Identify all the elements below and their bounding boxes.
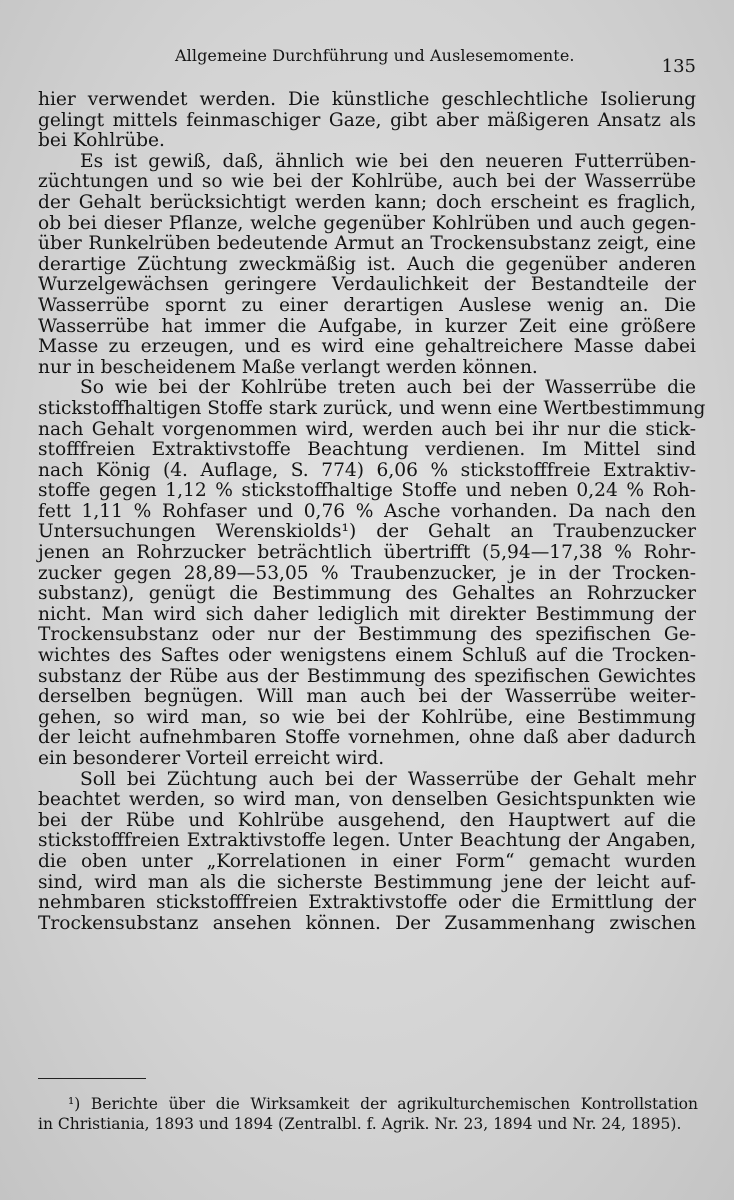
- text-line: Masse zu erzeugen, und es wird eine gehaltreichere Masse dabei: [38, 336, 696, 358]
- text-line: So wie bei der Kohlrübe treten auch bei der Wasserrübe die: [80, 377, 696, 399]
- text-line: ob bei dieser Pflanze, welche gegenüber Kohlrüben und auch gegen-: [38, 212, 696, 234]
- text-line: wichtes des Saftes oder wenigstens einem Schluß auf die Trocken-: [38, 645, 696, 667]
- text-line: substanz der Rübe aus der Bestimmung des spezifischen Gewichtes: [38, 665, 696, 687]
- text-line: Es ist gewiß, daß, ähnlich wie bei den neueren Futterrüben-: [80, 150, 696, 172]
- page-number: 135: [661, 56, 696, 77]
- text-line: derartige Züchtung zweckmäßig ist. Auch die gegenüber anderen: [38, 253, 696, 275]
- text-line: fett 1,11 % Rohfaser und 0,76 % Asche vorhanden. Da nach den: [38, 500, 696, 522]
- text-line: nur in bescheidenem Maße verlangt werden können.: [38, 356, 538, 378]
- text-line: bei der Rübe und Kohlrübe ausgehend, den Hauptwert auf die: [38, 809, 696, 831]
- text-line: nicht. Man wird sich daher lediglich mit direkter Bestimmung der: [38, 603, 696, 625]
- text-line: Untersuchungen Werenskiolds¹) der Gehalt an Traubenzucker: [38, 521, 696, 543]
- text-line: hier verwendet werden. Die künstliche geschlechtliche Isolierung: [38, 89, 696, 110]
- text-line: nach König (4. Auflage, S. 774) 6,06 % stickstofffreie Extraktiv-: [38, 459, 696, 481]
- text-line: der leicht aufnehmbaren Stoffe vornehmen, ohne daß aber dadurch: [38, 727, 696, 749]
- footnote-divider: [38, 1078, 146, 1079]
- text-line: stoffe gegen 1,12 % stickstoffhaltige Stoffe und neben 0,24 % Roh-: [38, 480, 696, 502]
- footnote: [38, 1094, 698, 1134]
- footnote-line: ¹) Berichte über die Wirksamkeit der agrikulturchemischen Kontrollstation: [68, 1095, 698, 1113]
- text-line: substanz), genügt die Bestimmung des Gehaltes an Rohrzucker: [38, 583, 696, 605]
- text-line: Wasserrübe spornt zu einer derartigen Auslese wenig an. Die: [38, 294, 696, 316]
- text-line: Trockensubstanz oder nur der Bestimmung des spezifischen Ge-: [38, 624, 696, 646]
- text-line: gelingt mittels feinmaschiger Gaze, gibt aber mäßigeren Ansatz als: [38, 109, 696, 131]
- text-line: der Gehalt berücksichtigt werden kann; doch erscheint es fraglich,: [38, 191, 696, 213]
- text-line: die oben unter „Korrelationen in einer Form“ gemacht wurden: [38, 850, 696, 872]
- paragraph: [38, 770, 696, 935]
- paragraph: [38, 377, 706, 769]
- text-line: zucker gegen 28,89—53,05 % Traubenzucker, je in der Trocken-: [38, 562, 696, 584]
- text-line: derselben begnügen. Will man auch bei der Wasserrübe weiter-: [38, 686, 696, 708]
- text-line: nehmbaren stickstofffreien Extraktivstoffe oder die Ermittlung der: [38, 892, 696, 914]
- text-line: stickstoffhaltigen Stoffe stark zurück, und wenn eine Wertbestimmung: [38, 397, 706, 419]
- text-line: beachtet werden, so wird man, von denselben Gesichtspunkten wie: [38, 789, 696, 811]
- text-line: züchtungen und so wie bei der Kohlrübe, auch bei der Wasserrübe: [38, 171, 696, 193]
- text-line: jenen an Rohrzucker beträchtlich übertrifft (5,94—17,38 % Rohr-: [38, 542, 696, 564]
- text-line: bei Kohlrübe.: [38, 130, 165, 152]
- text-line: stickstofffreien Extraktivstoffe legen. Unter Beachtung der Angaben,: [38, 830, 696, 852]
- body-text: [38, 89, 706, 934]
- text-line: Wurzelgewächsen geringere Verdaulichkeit der Bestandteile der: [38, 274, 696, 296]
- text-line: ein besonderer Vorteil erreicht wird.: [38, 748, 385, 769]
- text-line: stofffreien Extraktivstoffe Beachtung verdienen. Im Mittel sind: [38, 439, 696, 461]
- text-line: Wasserrübe hat immer die Aufgabe, in kurzer Zeit eine größere: [38, 315, 696, 337]
- footnote-line: in Christiania, 1893 und 1894 (Zentralbl. f. Agrik. Nr. 23, 1894 und Nr. 24, 1895).: [38, 1115, 682, 1133]
- text-line: sind, wird man als die sicherste Bestimmung jene der leicht auf-: [38, 871, 696, 893]
- text-line: gehen, so wird man, so wie bei der Kohlrübe, eine Bestimmung: [38, 706, 696, 728]
- paragraph: [38, 90, 696, 152]
- running-head: Allgemeine Durchführung und Auslesemomente.: [175, 46, 575, 65]
- paragraph: [38, 152, 696, 379]
- text-line: nach Gehalt vorgenommen wird, werden auch bei ihr nur die stick-: [38, 418, 696, 440]
- text-line: Trockensubstanz ansehen können. Der Zusammenhang zwischen: [38, 912, 696, 934]
- text-line: Soll bei Züchtung auch bei der Wasserrübe der Gehalt mehr: [80, 768, 696, 790]
- page-header: [0, 44, 734, 80]
- text-line: über Runkelrüben bedeutende Armut an Trockensubstanz zeigt, eine: [38, 233, 696, 255]
